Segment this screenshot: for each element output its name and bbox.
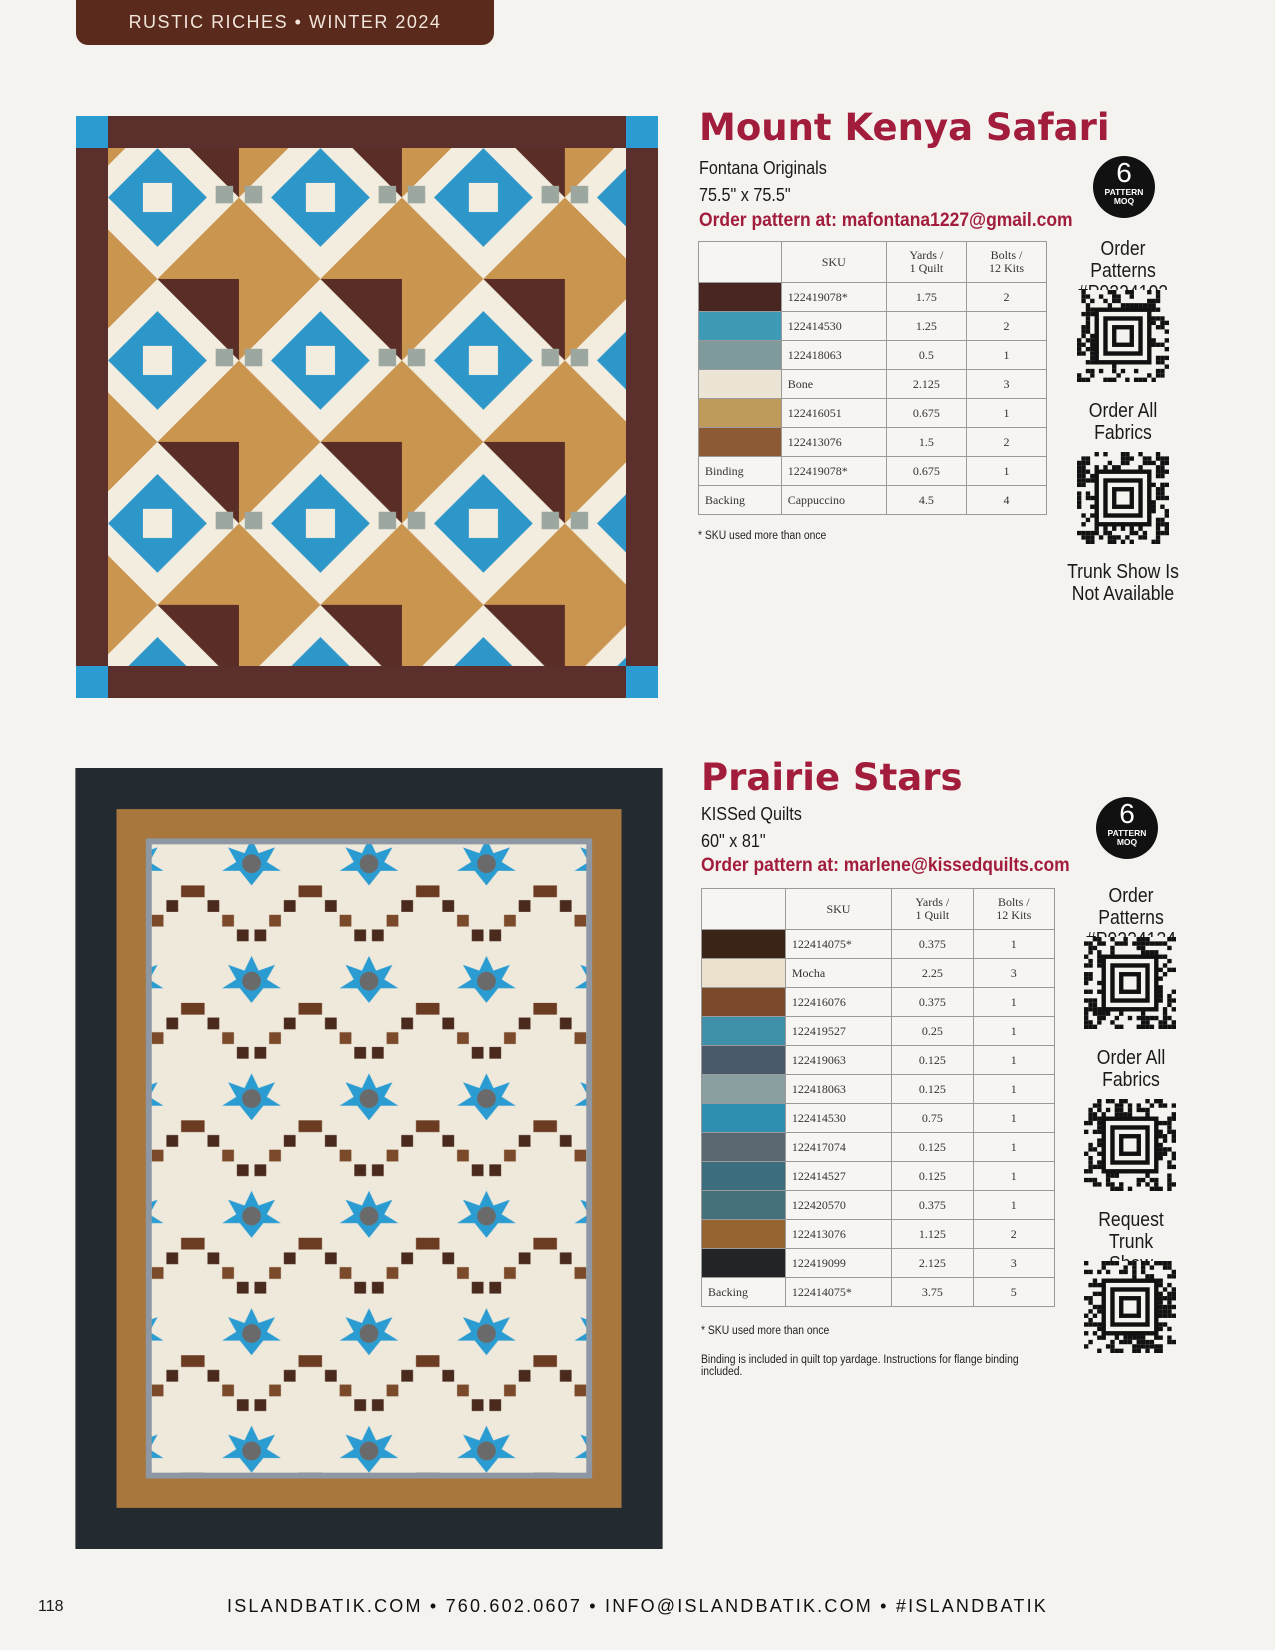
footer-contact: ISLANDBATIK.COM • 760.602.0607 • INFO@ISLANDBATIK.COM • #ISLANDBATIK (227, 1596, 1048, 1616)
bolts-cell: 2 (967, 428, 1047, 457)
yards-cell: 0.125 (892, 1162, 974, 1191)
table-row (699, 370, 1047, 399)
table-row (702, 1046, 1055, 1075)
yards-column-header: Yards / 1 Quilt (892, 889, 974, 930)
order-patterns-qr-icon[interactable] (1077, 290, 1169, 382)
order-patterns-label: Order Patterns (1098, 885, 1164, 929)
fabric-swatch (702, 1220, 786, 1249)
page-number: 118 (38, 1598, 64, 1615)
request-trunk-show-label: Request Trunk (1098, 1209, 1164, 1253)
sku-footnote: * SKU used more than once (701, 1325, 830, 1337)
bolts-cell: 2 (967, 312, 1047, 341)
sku-cell: Mocha (785, 959, 891, 988)
yards-cell: 0.675 (886, 399, 966, 428)
yards-cell: 0.5 (886, 341, 966, 370)
moq-label-moq: MOQ (1116, 837, 1138, 847)
order-pattern-email[interactable]: Order pattern at: marlene@kissedquilts.com (701, 855, 1070, 876)
fabric-swatch (699, 312, 782, 341)
fabric-swatch (702, 1017, 786, 1046)
fabric-swatch (699, 399, 782, 428)
bolts-cell: 1 (973, 1133, 1054, 1162)
yards-cell: 0.125 (892, 1046, 974, 1075)
fabric-requirements-table (698, 241, 1047, 515)
bolts-column-header: Bolts / 12 Kits (967, 242, 1047, 283)
fabric-swatch (702, 930, 786, 959)
bolts-cell: 1 (973, 1162, 1054, 1191)
bolts-cell: 1 (973, 1075, 1054, 1104)
bolts-cell: 1 (967, 457, 1047, 486)
sku-column-header: SKU (781, 242, 886, 283)
bolts-cell: 3 (967, 370, 1047, 399)
bolts-cell: 1 (973, 930, 1054, 959)
table-row (702, 1220, 1055, 1249)
table-row (702, 1104, 1055, 1133)
order-pattern-email[interactable]: Order pattern at: mafontana1227@gmail.com (699, 210, 1073, 231)
table-header-row (702, 889, 1055, 930)
fabric-swatch (699, 370, 782, 399)
sku-cell: 122419099 (785, 1249, 891, 1278)
table-row (702, 930, 1055, 959)
yards-cell: 0.675 (886, 457, 966, 486)
table-row (699, 428, 1047, 457)
sku-cell: 122414075* (785, 930, 891, 959)
sku-cell: 122414530 (781, 312, 886, 341)
catalog-header-text: RUSTIC RICHES • WINTER 2024 (128, 12, 442, 32)
sku-cell: 122417074 (785, 1133, 891, 1162)
fabric-swatch (699, 341, 782, 370)
bolts-cell: 4 (967, 486, 1047, 515)
bolts-cell: 1 (973, 1104, 1054, 1133)
moq-label-pattern: PATTERN (1107, 828, 1147, 838)
pattern-moq-badge (1096, 797, 1158, 859)
yards-cell: 1.125 (892, 1220, 974, 1249)
yards-cell: 0.125 (892, 1133, 974, 1162)
pattern-moq-badge (1093, 156, 1155, 218)
table-row (702, 1191, 1055, 1220)
sku-cell: 122418063 (785, 1075, 891, 1104)
moq-label-moq: MOQ (1113, 196, 1135, 206)
bolts-cell: 2 (967, 283, 1047, 312)
row-label: Binding (699, 457, 782, 486)
table-row (702, 1249, 1055, 1278)
yards-cell: 0.375 (892, 1191, 974, 1220)
fabric-swatch (699, 428, 782, 457)
table-row (702, 988, 1055, 1017)
yards-cell: 0.25 (892, 1017, 974, 1046)
yards-cell: 1.75 (886, 283, 966, 312)
sku-cell: Cappuccino (781, 486, 886, 515)
fabric-swatch (702, 1104, 786, 1133)
pattern-designer: Fontana Originals (699, 158, 827, 178)
yards-cell: 4.5 (886, 486, 966, 515)
fabric-swatch (702, 1046, 786, 1075)
bolts-cell: 1 (973, 1017, 1054, 1046)
bolts-cell: 3 (973, 959, 1054, 988)
fabric-swatch (702, 1133, 786, 1162)
prairie-stars-quilt-image (75, 768, 663, 1549)
bolts-cell: 2 (973, 1220, 1054, 1249)
yards-cell: 2.125 (892, 1249, 974, 1278)
moq-number: 6 (1119, 798, 1135, 829)
table-row (699, 312, 1047, 341)
bolts-cell: 1 (967, 341, 1047, 370)
yards-cell: 1.5 (886, 428, 966, 457)
pattern-size: 75.5" x 75.5" (699, 185, 791, 205)
order-all-fabrics-qr-icon[interactable] (1077, 452, 1169, 544)
row-label: Backing (699, 486, 782, 515)
yards-cell: 0.125 (892, 1075, 974, 1104)
table-row (699, 457, 1047, 486)
order-all-fabrics-label: Order All Fabrics (1088, 400, 1158, 444)
yards-cell: 0.375 (892, 988, 974, 1017)
bolts-cell: 3 (973, 1249, 1054, 1278)
order-patterns-label: Order Patterns (1090, 238, 1156, 282)
sku-cell: 122414527 (785, 1162, 891, 1191)
yards-cell: 2.125 (886, 370, 966, 399)
catalog-header-tab (76, 0, 494, 45)
fabric-swatch (702, 988, 786, 1017)
moq-number: 6 (1116, 157, 1132, 188)
request-trunk-show-qr-icon[interactable] (1084, 1261, 1176, 1353)
table-row (699, 341, 1047, 370)
swatch-column-header (702, 889, 786, 930)
fabric-swatch (702, 959, 786, 988)
table-row (702, 1075, 1055, 1104)
pattern-title-prairie-stars: Prairie Stars (701, 756, 963, 799)
fabric-swatch (702, 1162, 786, 1191)
sku-column-header: SKU (785, 889, 891, 930)
sku-cell: 122420570 (785, 1191, 891, 1220)
sku-cell: 122419078* (781, 283, 886, 312)
sku-cell: 122419063 (785, 1046, 891, 1075)
table-row (702, 959, 1055, 988)
table-row (702, 1278, 1055, 1307)
table-row (699, 399, 1047, 428)
fabric-swatch (702, 1191, 786, 1220)
fabric-swatch (699, 283, 782, 312)
sku-cell: 122419078* (781, 457, 886, 486)
sku-cell: 122416051 (781, 399, 886, 428)
pattern-size: 60" x 81" (701, 831, 766, 851)
order-all-fabrics-qr-icon[interactable] (1084, 1099, 1176, 1191)
bolts-cell: 1 (973, 1046, 1054, 1075)
trunk-show-label: Trunk Show Is Not Available (1067, 561, 1179, 605)
yards-cell: 3.75 (892, 1278, 974, 1307)
sku-cell: 122416076 (785, 988, 891, 1017)
bolts-cell: 1 (973, 988, 1054, 1017)
sku-cell: 122419527 (785, 1017, 891, 1046)
yards-cell: 0.375 (892, 930, 974, 959)
swatch-column-header (699, 242, 782, 283)
sku-cell: 122413076 (785, 1220, 891, 1249)
row-label: Backing (702, 1278, 786, 1307)
bolts-cell: 1 (967, 399, 1047, 428)
bolts-cell: 5 (973, 1278, 1054, 1307)
table-row (699, 486, 1047, 515)
order-all-fabrics-label: Order All Fabrics (1096, 1047, 1166, 1091)
sku-footnote: * SKU used more than once (698, 530, 827, 542)
mount-kenya-safari-quilt-image (76, 116, 658, 698)
binding-note: Binding is included in quilt top yardage. Instructions for flange binding included. (701, 1354, 1019, 1378)
fabric-swatch (702, 1075, 786, 1104)
sku-cell: 122414075* (785, 1278, 891, 1307)
sku-cell: 122418063 (781, 341, 886, 370)
yards-cell: 0.75 (892, 1104, 974, 1133)
sku-cell: 122413076 (781, 428, 886, 457)
yards-column-header: Yards / 1 Quilt (886, 242, 966, 283)
table-row (699, 283, 1047, 312)
pattern-designer: KISSed Quilts (701, 804, 802, 824)
sku-cell: Bone (781, 370, 886, 399)
fabric-requirements-table (701, 888, 1055, 1307)
bolts-cell: 1 (973, 1191, 1054, 1220)
yards-cell: 2.25 (892, 959, 974, 988)
order-patterns-qr-icon[interactable] (1084, 937, 1176, 1029)
table-row (702, 1133, 1055, 1162)
moq-label-pattern: PATTERN (1104, 187, 1144, 197)
table-row (702, 1017, 1055, 1046)
pattern-title-mount-kenya-safari: Mount Kenya Safari (699, 106, 1110, 149)
bolts-column-header: Bolts / 12 Kits (973, 889, 1054, 930)
table-row (702, 1162, 1055, 1191)
yards-cell: 1.25 (886, 312, 966, 341)
fabric-swatch (702, 1249, 786, 1278)
sku-cell: 122414530 (785, 1104, 891, 1133)
table-header-row (699, 242, 1047, 283)
